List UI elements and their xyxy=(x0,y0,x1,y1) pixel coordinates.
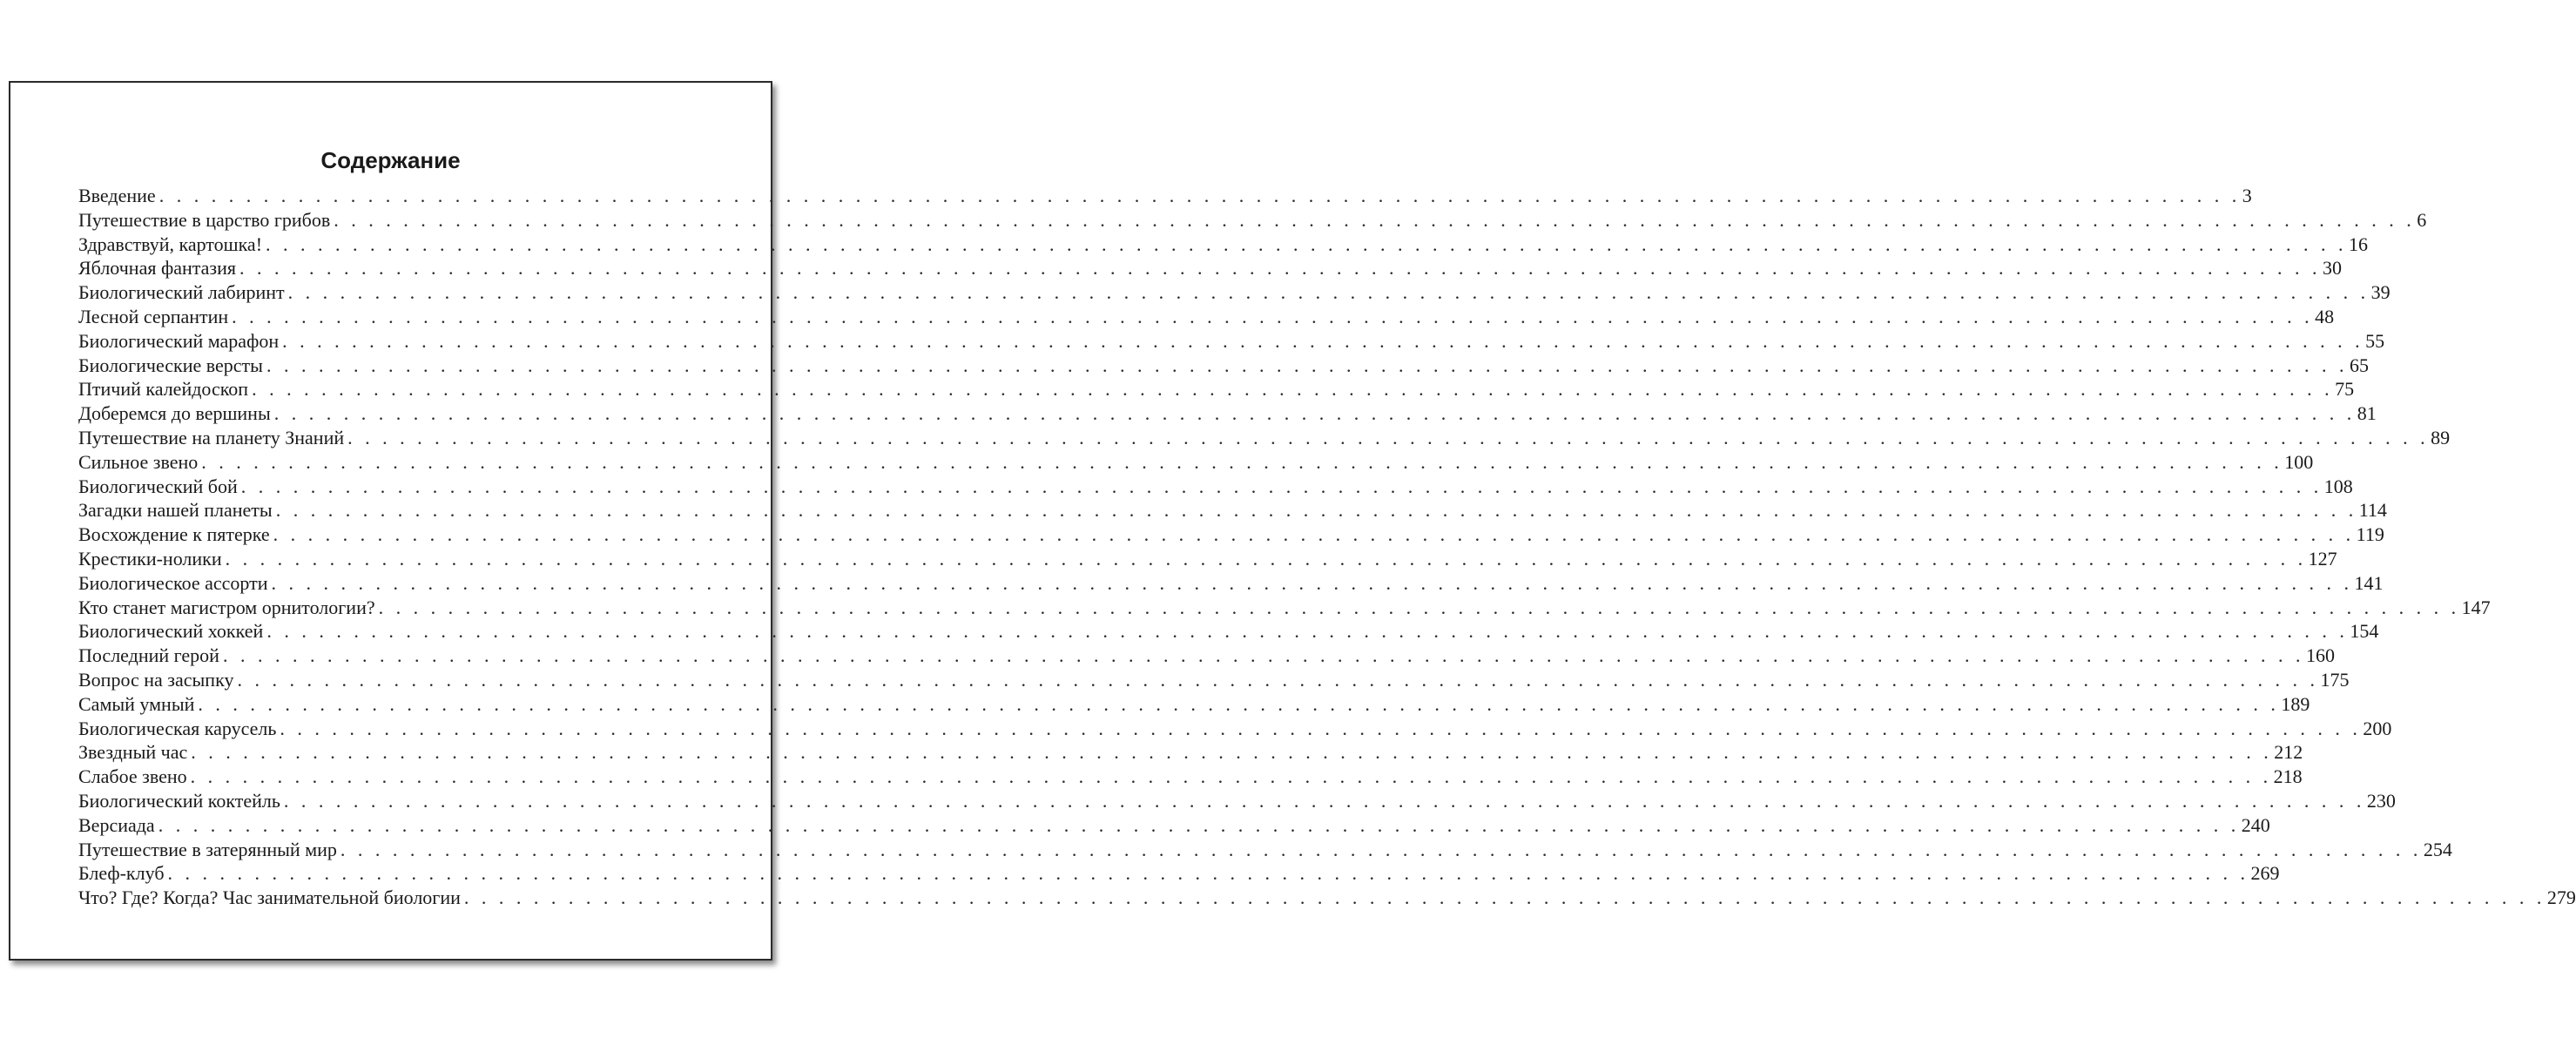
toc-entry-page-number: 254 xyxy=(2423,838,2452,860)
book-page xyxy=(9,81,2576,961)
dot-leader: . . . . . . . . . . . . . . . . . . . . . . . . . . . . . . . . . . . . . . . . . . . . . . . . . . . . . . . . . . . . . . . . . . . . . . . . . . . . . . . . . . . . . . . . . . . . . . . . . . . . . . . . . . . . . . . . . . . . . . . . xyxy=(198,692,2280,715)
toc-entry xyxy=(78,256,2342,280)
toc-entry xyxy=(78,354,2369,378)
dot-leader: . . . . . . . . . . . . . . . . . . . . . . . . . . . . . . . . . . . . . . . . . . . . . . . . . . . . . . . . . . . . . . . . . . . . . . . . . . . . . . . . . . . . . . . . . . . . . . . . . . . . . . . . . . . . . . . . . . . . . . . . xyxy=(190,765,2272,788)
dot-leader: . . . . . . . . . . . . . . . . . . . . . . . . . . . . . . . . . . . . . . . . . . . . . . . . . . . . . . . . . . . . . . . . . . . . . . . . . . . . . . . . . . . . . . . . . . . . . . . . . . . . . . . . . . . . . . . . . . . . . . . . xyxy=(266,354,2348,376)
toc-entry-page-number: 154 xyxy=(2350,620,2379,643)
toc-entry-page-number: 108 xyxy=(2323,475,2353,497)
toc-entry-title: Последний герой xyxy=(78,644,219,667)
dot-leader: . . . . . . . . . . . . . . . . . . . . . . . . . . . . . . . . . . . . . . . . . . . . . . . . . . . . . . . . . . . . . . . . . . . . . . . . . . . . . . . . . . . . . . . . . . . . . . . . . . . . . . . . . . . . . . . . . . . . . . . . xyxy=(266,620,2349,643)
toc-entry-page-number: 48 xyxy=(2315,305,2335,327)
toc-entry-title: Биологическая карусель xyxy=(78,717,277,739)
toc-entry xyxy=(78,619,2379,644)
toc-entry-title: Путешествие на планету Знаний xyxy=(78,426,345,448)
toc-entry-page-number: 100 xyxy=(2284,450,2314,473)
dot-leader: . . . . . . . . . . . . . . . . . . . . . . . . . . . . . . . . . . . . . . . . . . . . . . . . . . . . . . . . . . . . . . . . . . . . . . . . . . . . . . . . . . . . . . . . . . . . . . . . . . . . . . . . . . . . . . . . . . . . . . . . xyxy=(378,596,2460,618)
toc-entry-title: Биологический хоккей xyxy=(78,620,264,643)
toc-entry-title: Кто станет магистром орнитологии? xyxy=(78,596,375,618)
dot-leader: . . . . . . . . . . . . . . . . . . . . . . . . . . . . . . . . . . . . . . . . . . . . . . . . . . . . . . . . . . . . . . . . . . . . . . . . . . . . . . . . . . . . . . . . . . . . . . . . . . . . . . . . . . . . . . . . . . . . . . . . xyxy=(225,547,2307,570)
dot-leader: . . . . . . . . . . . . . . . . . . . . . . . . . . . . . . . . . . . . . . . . . . . . . . . . . . . . . . . . . . . . . . . . . . . . . . . . . . . . . . . . . . . . . . . . . . . . . . . . . . . . . . . . . . . . . . . . . . . . . . . . xyxy=(463,887,2546,909)
toc-entry xyxy=(78,305,2335,329)
toc-entry xyxy=(78,547,2337,571)
toc-entry-page-number: 189 xyxy=(2281,692,2310,715)
dot-leader: . . . . . . . . . . . . . . . . . . . . . . . . . . . . . . . . . . . . . . . . . . . . . . . . . . . . . . . . . . . . . . . . . . . . . . . . . . . . . . . . . . . . . . . . . . . . . . . . . . . . . . . . . . . . . . . . . . . . . . . . xyxy=(273,402,2356,425)
toc-entry xyxy=(78,329,2385,354)
page-title: Содержание xyxy=(320,147,461,173)
dot-leader: . . . . . . . . . . . . . . . . . . . . . . . . . . . . . . . . . . . . . . . . . . . . . . . . . . . . . . . . . . . . . . . . . . . . . . . . . . . . . . . . . . . . . . . . . . . . . . . . . . . . . . . . . . . . . . . . . . . . . . . . xyxy=(273,523,2355,546)
toc-entry xyxy=(78,668,2350,692)
toc-entry xyxy=(78,861,2280,886)
toc-entry-title: Здравствуй, картошка! xyxy=(78,233,263,255)
toc-entry-title: Путешествие в затерянный мир xyxy=(78,838,337,860)
toc-entry-title: Биологический лабиринт xyxy=(78,281,285,304)
toc-entry xyxy=(78,740,2303,765)
toc-entry-title: Путешествие в царство грибов xyxy=(78,208,331,231)
toc-entry-title: Биологический бой xyxy=(78,475,238,497)
toc-entry xyxy=(78,813,2270,838)
toc-entry-title: Доберемся до вершины xyxy=(78,402,271,425)
toc-entry-title: Версиада xyxy=(78,813,155,836)
toc-entry xyxy=(78,789,2396,813)
dot-leader: . . . . . . . . . . . . . . . . . . . . . . . . . . . . . . . . . . . . . . . . . . . . . . . . . . . . . . . . . . . . . . . . . . . . . . . . . . . . . . . . . . . . . . . . . . . . . . . . . . . . . . . . . . . . . . . . . . . . . . . . xyxy=(266,233,2348,255)
toc-entry-page-number: 114 xyxy=(2358,499,2387,522)
dot-leader: . . . . . . . . . . . . . . . . . . . . . . . . . . . . . . . . . . . . . . . . . . . . . . . . . . . . . . . . . . . . . . . . . . . . . . . . . . . . . . . . . . . . . . . . . . . . . . . . . . . . . . . . . . . . . . . . . . . . . . . . xyxy=(340,838,2422,860)
dot-leader: . . . . . . . . . . . . . . . . . . . . . . . . . . . . . . . . . . . . . . . . . . . . . . . . . . . . . . . . . . . . . . . . . . . . . . . . . . . . . . . . . . . . . . . . . . . . . . . . . . . . . . . . . . . . . . . . . . . . . . . . xyxy=(252,378,2334,401)
toc-entry-page-number: 147 xyxy=(2461,596,2491,618)
toc-entry xyxy=(78,717,2392,741)
toc-entry-page-number: 119 xyxy=(2356,523,2384,546)
dot-leader: . . . . . . . . . . . . . . . . . . . . . . . . . . . . . . . . . . . . . . . . . . . . . . . . . . . . . . . . . . . . . . . . . . . . . . . . . . . . . . . . . . . . . . . . . . . . . . . . . . . . . . . . . . . . . . . . . . . . . . . . xyxy=(334,208,2416,231)
toc-entry-page-number: 218 xyxy=(2273,765,2303,788)
toc-entry-title: Что? Где? Когда? Час занимательной биологии xyxy=(78,887,461,909)
dot-leader: . . . . . . . . . . . . . . . . . . . . . . . . . . . . . . . . . . . . . . . . . . . . . . . . . . . . . . . . . . . . . . . . . . . . . . . . . . . . . . . . . . . . . . . . . . . . . . . . . . . . . . . . . . . . . . . . . . . . . . . . xyxy=(232,305,2314,327)
toc-entry xyxy=(78,377,2355,401)
toc-entry xyxy=(78,233,2369,257)
toc-entry-page-number: 127 xyxy=(2308,547,2337,570)
toc-entry-page-number: 212 xyxy=(2274,741,2303,764)
dot-leader: . . . . . . . . . . . . . . . . . . . . . . . . . . . . . . . . . . . . . . . . . . . . . . . . . . . . . . . . . . . . . . . . . . . . . . . . . . . . . . . . . . . . . . . . . . . . . . . . . . . . . . . . . . . . . . . . . . . . . . . . xyxy=(283,789,2365,812)
toc-entry xyxy=(78,886,2576,910)
toc-entry xyxy=(78,280,2391,305)
toc-entry xyxy=(78,450,2314,475)
dot-leader: . . . . . . . . . . . . . . . . . . . . . . . . . . . . . . . . . . . . . . . . . . . . . . . . . . . . . . . . . . . . . . . . . . . . . . . . . . . . . . . . . . . . . . . . . . . . . . . . . . . . . . . . . . . . . . . . . . . . . . . . xyxy=(239,257,2321,280)
dot-leader: . . . . . . . . . . . . . . . . . . . . . . . . . . . . . . . . . . . . . . . . . . . . . . . . . . . . . . . . . . . . . . . . . . . . . . . . . . . . . . . . . . . . . . . . . . . . . . . . . . . . . . . . . . . . . . . . . . . . . . . . xyxy=(240,475,2323,497)
toc-entry-page-number: 81 xyxy=(2357,402,2377,425)
toc-entry-title: Биологические версты xyxy=(78,354,263,376)
toc-entry-title: Загадки нашей планеты xyxy=(78,499,273,522)
toc-entry-page-number: 279 xyxy=(2546,887,2576,909)
dot-leader: . . . . . . . . . . . . . . . . . . . . . . . . . . . . . . . . . . . . . . . . . . . . . . . . . . . . . . . . . . . . . . . . . . . . . . . . . . . . . . . . . . . . . . . . . . . . . . . . . . . . . . . . . . . . . . . . . . . . . . . . xyxy=(201,450,2283,473)
dot-leader: . . . . . . . . . . . . . . . . . . . . . . . . . . . . . . . . . . . . . . . . . . . . . . . . . . . . . . . . . . . . . . . . . . . . . . . . . . . . . . . . . . . . . . . . . . . . . . . . . . . . . . . . . . . . . . . . . . . . . . . . xyxy=(282,329,2364,352)
toc-entry-title: Биологический марафон xyxy=(78,329,280,352)
toc-entry xyxy=(78,596,2491,620)
toc-entry-page-number: 65 xyxy=(2349,354,2369,376)
toc-entry-page-number: 16 xyxy=(2349,233,2369,255)
toc-entry-page-number: 200 xyxy=(2363,717,2392,739)
toc-entry xyxy=(78,208,2427,233)
toc-entry-title: Слабое звено xyxy=(78,765,187,788)
toc-entry-title: Биологическое ассорти xyxy=(78,571,268,594)
toc-entry-page-number: 269 xyxy=(2250,862,2280,885)
toc-entry xyxy=(78,426,2451,450)
dot-leader: . . . . . . . . . . . . . . . . . . . . . . . . . . . . . . . . . . . . . . . . . . . . . . . . . . . . . . . . . . . . . . . . . . . . . . . . . . . . . . . . . . . . . . . . . . . . . . . . . . . . . . . . . . . . . . . . . . . . . . . . xyxy=(167,862,2249,885)
toc-entry-page-number: 55 xyxy=(2365,329,2385,352)
toc-entry-page-number: 39 xyxy=(2370,281,2391,304)
dot-leader: . . . . . . . . . . . . . . . . . . . . . . . . . . . . . . . . . . . . . . . . . . . . . . . . . . . . . . . . . . . . . . . . . . . . . . . . . . . . . . . . . . . . . . . . . . . . . . . . . . . . . . . . . . . . . . . . . . . . . . . . xyxy=(275,499,2357,522)
toc-entry xyxy=(78,692,2310,717)
dot-leader: . . . . . . . . . . . . . . . . . . . . . . . . . . . . . . . . . . . . . . . . . . . . . . . . . . . . . . . . . . . . . . . . . . . . . . . . . . . . . . . . . . . . . . . . . . . . . . . . . . . . . . . . . . . . . . . . . . . . . . . . xyxy=(158,185,2241,206)
dot-leader: . . . . . . . . . . . . . . . . . . . . . . . . . . . . . . . . . . . . . . . . . . . . . . . . . . . . . . . . . . . . . . . . . . . . . . . . . . . . . . . . . . . . . . . . . . . . . . . . . . . . . . . . . . . . . . . . . . . . . . . . xyxy=(347,426,2430,448)
toc-entry-title: Биологический коктейль xyxy=(78,789,280,812)
dot-leader: . . . . . . . . . . . . . . . . . . . . . . . . . . . . . . . . . . . . . . . . . . . . . . . . . . . . . . . . . . . . . . . . . . . . . . . . . . . . . . . . . . . . . . . . . . . . . . . . . . . . . . . . . . . . . . . . . . . . . . . . xyxy=(280,717,2362,739)
toc-entry-title: Птичий калейдоскоп xyxy=(78,378,249,401)
toc-entry-title: Сильное звено xyxy=(78,450,199,473)
toc-entry-page-number: 6 xyxy=(2417,208,2427,231)
dot-leader: . . . . . . . . . . . . . . . . . . . . . . . . . . . . . . . . . . . . . . . . . . . . . . . . . . . . . . . . . . . . . . . . . . . . . . . . . . . . . . . . . . . . . . . . . . . . . . . . . . . . . . . . . . . . . . . . . . . . . . . . xyxy=(158,813,2240,836)
toc-entry-page-number: 141 xyxy=(2354,571,2384,594)
toc-entry-title: Самый умный xyxy=(78,692,195,715)
toc-entry-title: Крестики-нолики xyxy=(78,547,222,570)
toc-entry xyxy=(78,765,2303,789)
dot-leader: . . . . . . . . . . . . . . . . . . . . . . . . . . . . . . . . . . . . . . . . . . . . . . . . . . . . . . . . . . . . . . . . . . . . . . . . . . . . . . . . . . . . . . . . . . . . . . . . . . . . . . . . . . . . . . . . . . . . . . . . xyxy=(222,644,2304,667)
dot-leader: . . . . . . . . . . . . . . . . . . . . . . . . . . . . . . . . . . . . . . . . . . . . . . . . . . . . . . . . . . . . . . . . . . . . . . . . . . . . . . . . . . . . . . . . . . . . . . . . . . . . . . . . . . . . . . . . . . . . . . . . xyxy=(191,741,2273,764)
toc-entry-page-number: 230 xyxy=(2366,789,2396,812)
toc-entry-page-number: 240 xyxy=(2241,813,2270,836)
toc-entry xyxy=(78,475,2353,499)
toc-entry-page-number: 30 xyxy=(2322,257,2342,280)
toc-entry-title: Лесной серпантин xyxy=(78,305,229,327)
dot-leader: . . . . . . . . . . . . . . . . . . . . . . . . . . . . . . . . . . . . . . . . . . . . . . . . . . . . . . . . . . . . . . . . . . . . . . . . . . . . . . . . . . . . . . . . . . . . . . . . . . . . . . . . . . . . . . . . . . . . . . . . xyxy=(271,571,2353,594)
toc-entry xyxy=(78,522,2384,547)
toc-entry xyxy=(78,838,2452,862)
table-of-contents xyxy=(78,184,2576,910)
dot-leader: . . . . . . . . . . . . . . . . . . . . . . . . . . . . . . . . . . . . . . . . . . . . . . . . . . . . . . . . . . . . . . . . . . . . . . . . . . . . . . . . . . . . . . . . . . . . . . . . . . . . . . . . . . . . . . . . . . . . . . . . xyxy=(237,668,2319,691)
toc-entry-page-number: 160 xyxy=(2305,644,2335,667)
toc-entry xyxy=(78,498,2387,522)
toc-entry-title: Вопрос на засыпку xyxy=(78,668,234,691)
toc-entry xyxy=(78,401,2377,426)
toc-entry-title: Яблочная фантазия xyxy=(78,257,236,280)
toc-entry xyxy=(78,644,2335,668)
toc-entry-page-number: 175 xyxy=(2320,668,2350,691)
toc-entry-page-number: 89 xyxy=(2431,426,2451,448)
toc-entry-title: Восхождение к пятерке xyxy=(78,523,270,546)
toc-entry-title: Звездный час xyxy=(78,741,188,764)
dot-leader: . . . . . . . . . . . . . . . . . . . . . . . . . . . . . . . . . . . . . . . . . . . . . . . . . . . . . . . . . . . . . . . . . . . . . . . . . . . . . . . . . . . . . . . . . . . . . . . . . . . . . . . . . . . . . . . . . . . . . . . . xyxy=(287,281,2370,304)
toc-entry-page-number: 75 xyxy=(2335,378,2355,401)
toc-entry xyxy=(78,184,2252,208)
toc-entry-page-number: 3 xyxy=(2242,185,2252,206)
toc-entry xyxy=(78,571,2384,596)
toc-entry-title: Блеф-клуб xyxy=(78,862,165,885)
toc-entry-title: Введение xyxy=(78,185,156,206)
